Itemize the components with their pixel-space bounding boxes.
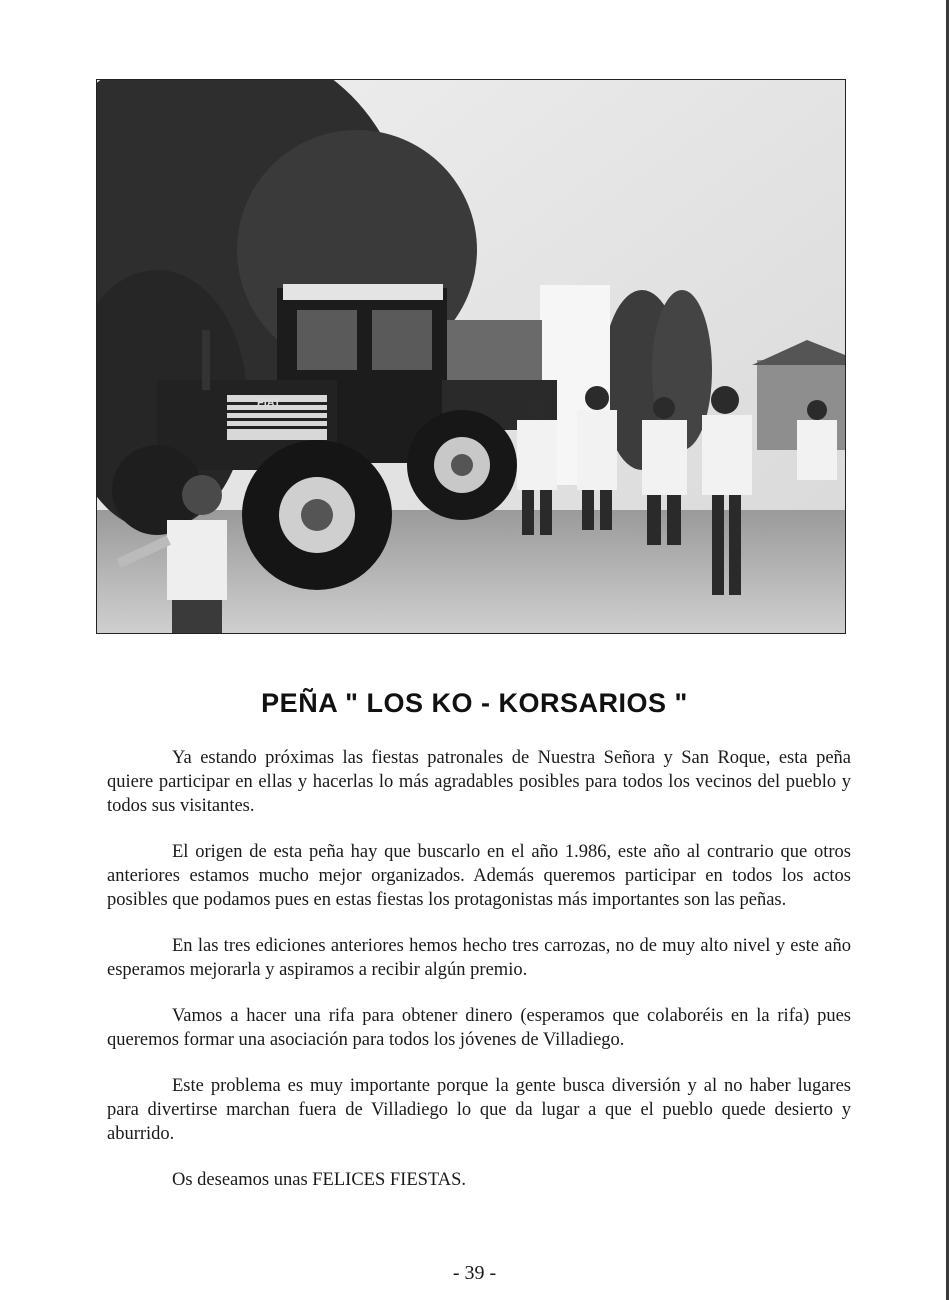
- tractor-badge: FIAT: [257, 397, 281, 409]
- article-title: PEÑA " LOS KO - KORSARIOS ": [261, 688, 688, 718]
- paragraph: Ya estando próximas las fiestas patronales de Nuestra Señora y San Roque, esta peña quiere participar en ellas y hacerlas lo más agradables posibles para todos los vecinos del pueblo y todos sus visitantes.: [107, 748, 851, 816]
- paragraph: Este problema es muy importante porque la gente busca diversión y al no haber lugares para divertirse marchan fuera de Villadiego lo que da lugar a que el pueblo quede desierto y aburrido.: [107, 1076, 851, 1144]
- page-number: - 39 -: [452, 1262, 497, 1284]
- article-body: [107, 746, 851, 1214]
- paragraph: En las tres ediciones anteriores hemos hecho tres carrozas, no de muy alto nivel y este año esperamos mejorarla y aspiramos a recibir algún premio.: [107, 936, 851, 980]
- paragraph: Os deseamos unas FELICES FIESTAS.: [172, 1170, 467, 1190]
- paragraph: El origen de esta peña hay que buscarlo en el año 1.986, este año al contrario que otros anteriores estamos mucho mejor organizados. Además queremos participar en todos los actos posibles que podamos pues en estas fiestas los protagonistas más importantes son las peñas.: [107, 842, 851, 910]
- photo-tractor-parade: [96, 79, 846, 634]
- paragraph: Vamos a hacer una rifa para obtener dinero (esperamos que colaboréis en la rifa) pues queremos formar una asociación para todos los jóvenes de Villadiego.: [107, 1006, 851, 1050]
